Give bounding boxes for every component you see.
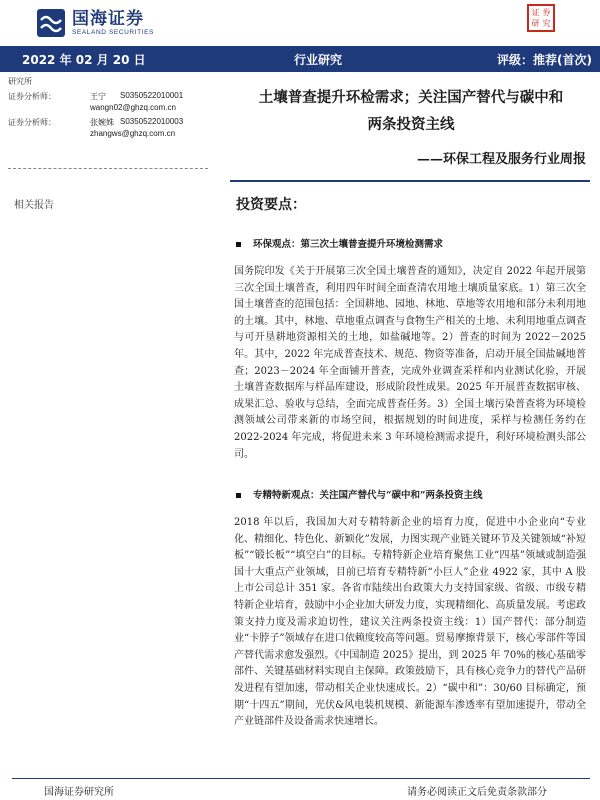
analyst-email[interactable]: wangn02@ghzq.com.cn (90, 103, 176, 112)
bullet-square-icon (236, 493, 241, 498)
report-subtitle: ——环保工程及服务行业周报 (416, 152, 586, 167)
rating-label: 评级：推荐(首次) (497, 53, 592, 67)
report-date: 2022 年 02 月 20 日 (22, 53, 146, 67)
key-points-heading: 投资要点： (236, 197, 306, 213)
analyst-entry (8, 113, 218, 139)
analyst-cert: S0350522010003 (120, 117, 184, 126)
analyst-role: 证券分析师： (8, 92, 56, 101)
section-body-environmental: 国务院印发《关于开展第三次全国土壤普查的通知》，决定自 2022 年起开展第三次全国土壤普查，利用四年时间全面查清农用地土壤质量家底。1）第三次全国土壤普查的范围包括：全国耕地、园地、林地、草地等农用地和部分未利用地的土壤。其中，林地、草地重点调查与食物生产相关的土地、未利用地重点调查与可开垦耕地资源相关的土地，如盐碱地等。2）普查的时间为 2022－2025 年。其中，2022 年完成普查技术、规范、物资等准备，启动开展全国盐碱地普查；2023－2024 年全面铺开普查，完成外业调查采样和内业测试化验，开展土壤普查数据库与样品库建设，形成阶段性成果。2025 年开展普查数据审核、成果汇总、验收与总结，全面完成普查任务。3）全国土壤污染普查将为环境检测领域公司带来新的市场空间，根据规划的时间进度，采样与检测任务约在 2022-2024 年完成，将促进未来 3 年环境检测需求提升，利好环境检测头部公司。 (234, 266, 586, 460)
title-line-1: 土壤普查提升环检需求；关注国产替代与碳中和 (258, 89, 564, 106)
report-type: 行业研究 (294, 53, 343, 67)
analyst-entry (8, 87, 218, 113)
logo-chinese-name: 国海证券 (72, 9, 144, 29)
title-rule (230, 180, 590, 182)
related-reports-label: 相关报告 (14, 200, 54, 211)
footer-rule (12, 778, 590, 779)
footer-disclaimer: 请务必阅读正文后免责条款部分 (407, 787, 547, 798)
company-logo (36, 8, 154, 38)
header-band (0, 46, 600, 72)
analyst-email[interactable]: zhangws@ghzq.com.cn (90, 129, 176, 138)
seal-stamp: 证 券 研 究 (527, 4, 555, 32)
analyst-sidebar (8, 76, 218, 139)
logo-english-name: SEALAND SECURITIES (72, 29, 154, 36)
analyst-name: 张婉姝 (90, 118, 114, 127)
bullet-square-icon (236, 242, 241, 247)
section-heading-environmental: 环保观点：第三次土壤普查提升环境检测需求 (236, 236, 443, 250)
section-heading-specialized: 专精特新观点：关注国产替代与“碳中和”两条投资主线 (236, 487, 482, 501)
analyst-name: 王宁 (90, 92, 106, 101)
title-line-2: 两条投资主线 (367, 116, 455, 133)
section-body-specialized: 2018 年以后，我国加大对专精特新企业的培育力度，促进中小企业向“专业化、精细化、特色化、新颖化”发展，力图实现产业链关键环节及关键领域“补短板”“锻长板”“填空白”的目标。专精特新企业培育聚焦工业“四基”领域或制造强国十大重点产业领域，目前已培育专精特新“小巨人”企业 4922 家，其中 A 股上市公司总计 351 家。各省市陆续出台政策大力支持国家级、省级、市级专精特新企业培育，鼓励中小企业加大研发力度，实现精细化、高质量发展。考虑政策支持力度及需求迫切性，建议关注两条投资主线：1）国产替代：部分制造业“卡脖子”领域存在进口依赖度较高等问题。贸易摩擦背景下，核心零部件等国产替代需求愈发强烈。《中国制造 2025》提出，到 2025 年 70%的核心基础零部件、关键基础材料实现自主保障。政策鼓励下，具有核心竞争力的替代产品研发进程有望加速，带动相关企业快速成长。2）“碳中和”：30/60 目标确定，预期“十四五”期间，光伏&风电装机规模、新能源车渗透率有望加速提升，带动全产业链部件及设备需求快速增长。 (234, 517, 586, 728)
report-title (236, 84, 586, 138)
sidebar-divider (8, 168, 208, 169)
analyst-cert: S0350522010001 (120, 91, 184, 100)
sealand-logo-icon (36, 8, 66, 38)
footer-institute: 国海证券研究所 (44, 787, 114, 798)
analyst-role: 证券分析师： (8, 118, 56, 127)
institute-label: 研究所 (8, 77, 32, 86)
